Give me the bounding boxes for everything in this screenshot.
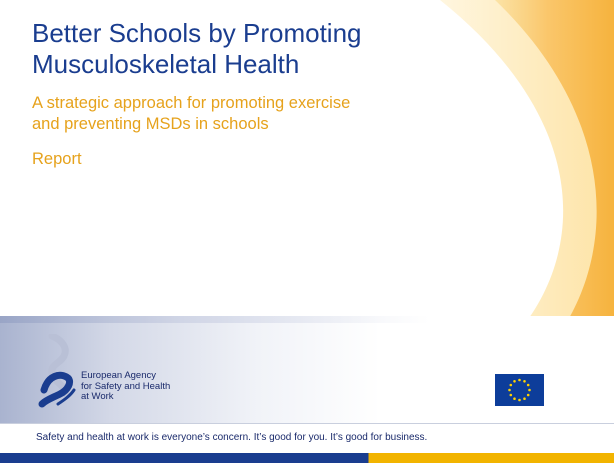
document-type-label: Report (32, 150, 82, 168)
footer-tagline: Safety and health at work is everyone’s concern. It’s good for you. It’s good for business. (36, 432, 428, 443)
eu-flag-icon (495, 374, 544, 406)
report-title (32, 18, 472, 80)
agency-name-line-3: at Work (81, 391, 114, 402)
report-subtitle (32, 93, 472, 135)
title-line-2: Musculoskeletal Health (32, 49, 300, 79)
bottom-color-stripe (0, 453, 614, 463)
title-line-1: Better Schools by Promoting (32, 18, 362, 48)
agency-name-line-1: European Agency (81, 370, 157, 381)
footer-band-highlight (0, 316, 614, 323)
subtitle-line-2: and preventing MSDs in schools (32, 115, 269, 133)
agency-name (81, 371, 191, 403)
eu-osha-logo-icon (38, 334, 78, 408)
agency-name-line-2: for Safety and Health (81, 380, 171, 392)
subtitle-line-1: A strategic approach for promoting exercise (32, 94, 351, 112)
